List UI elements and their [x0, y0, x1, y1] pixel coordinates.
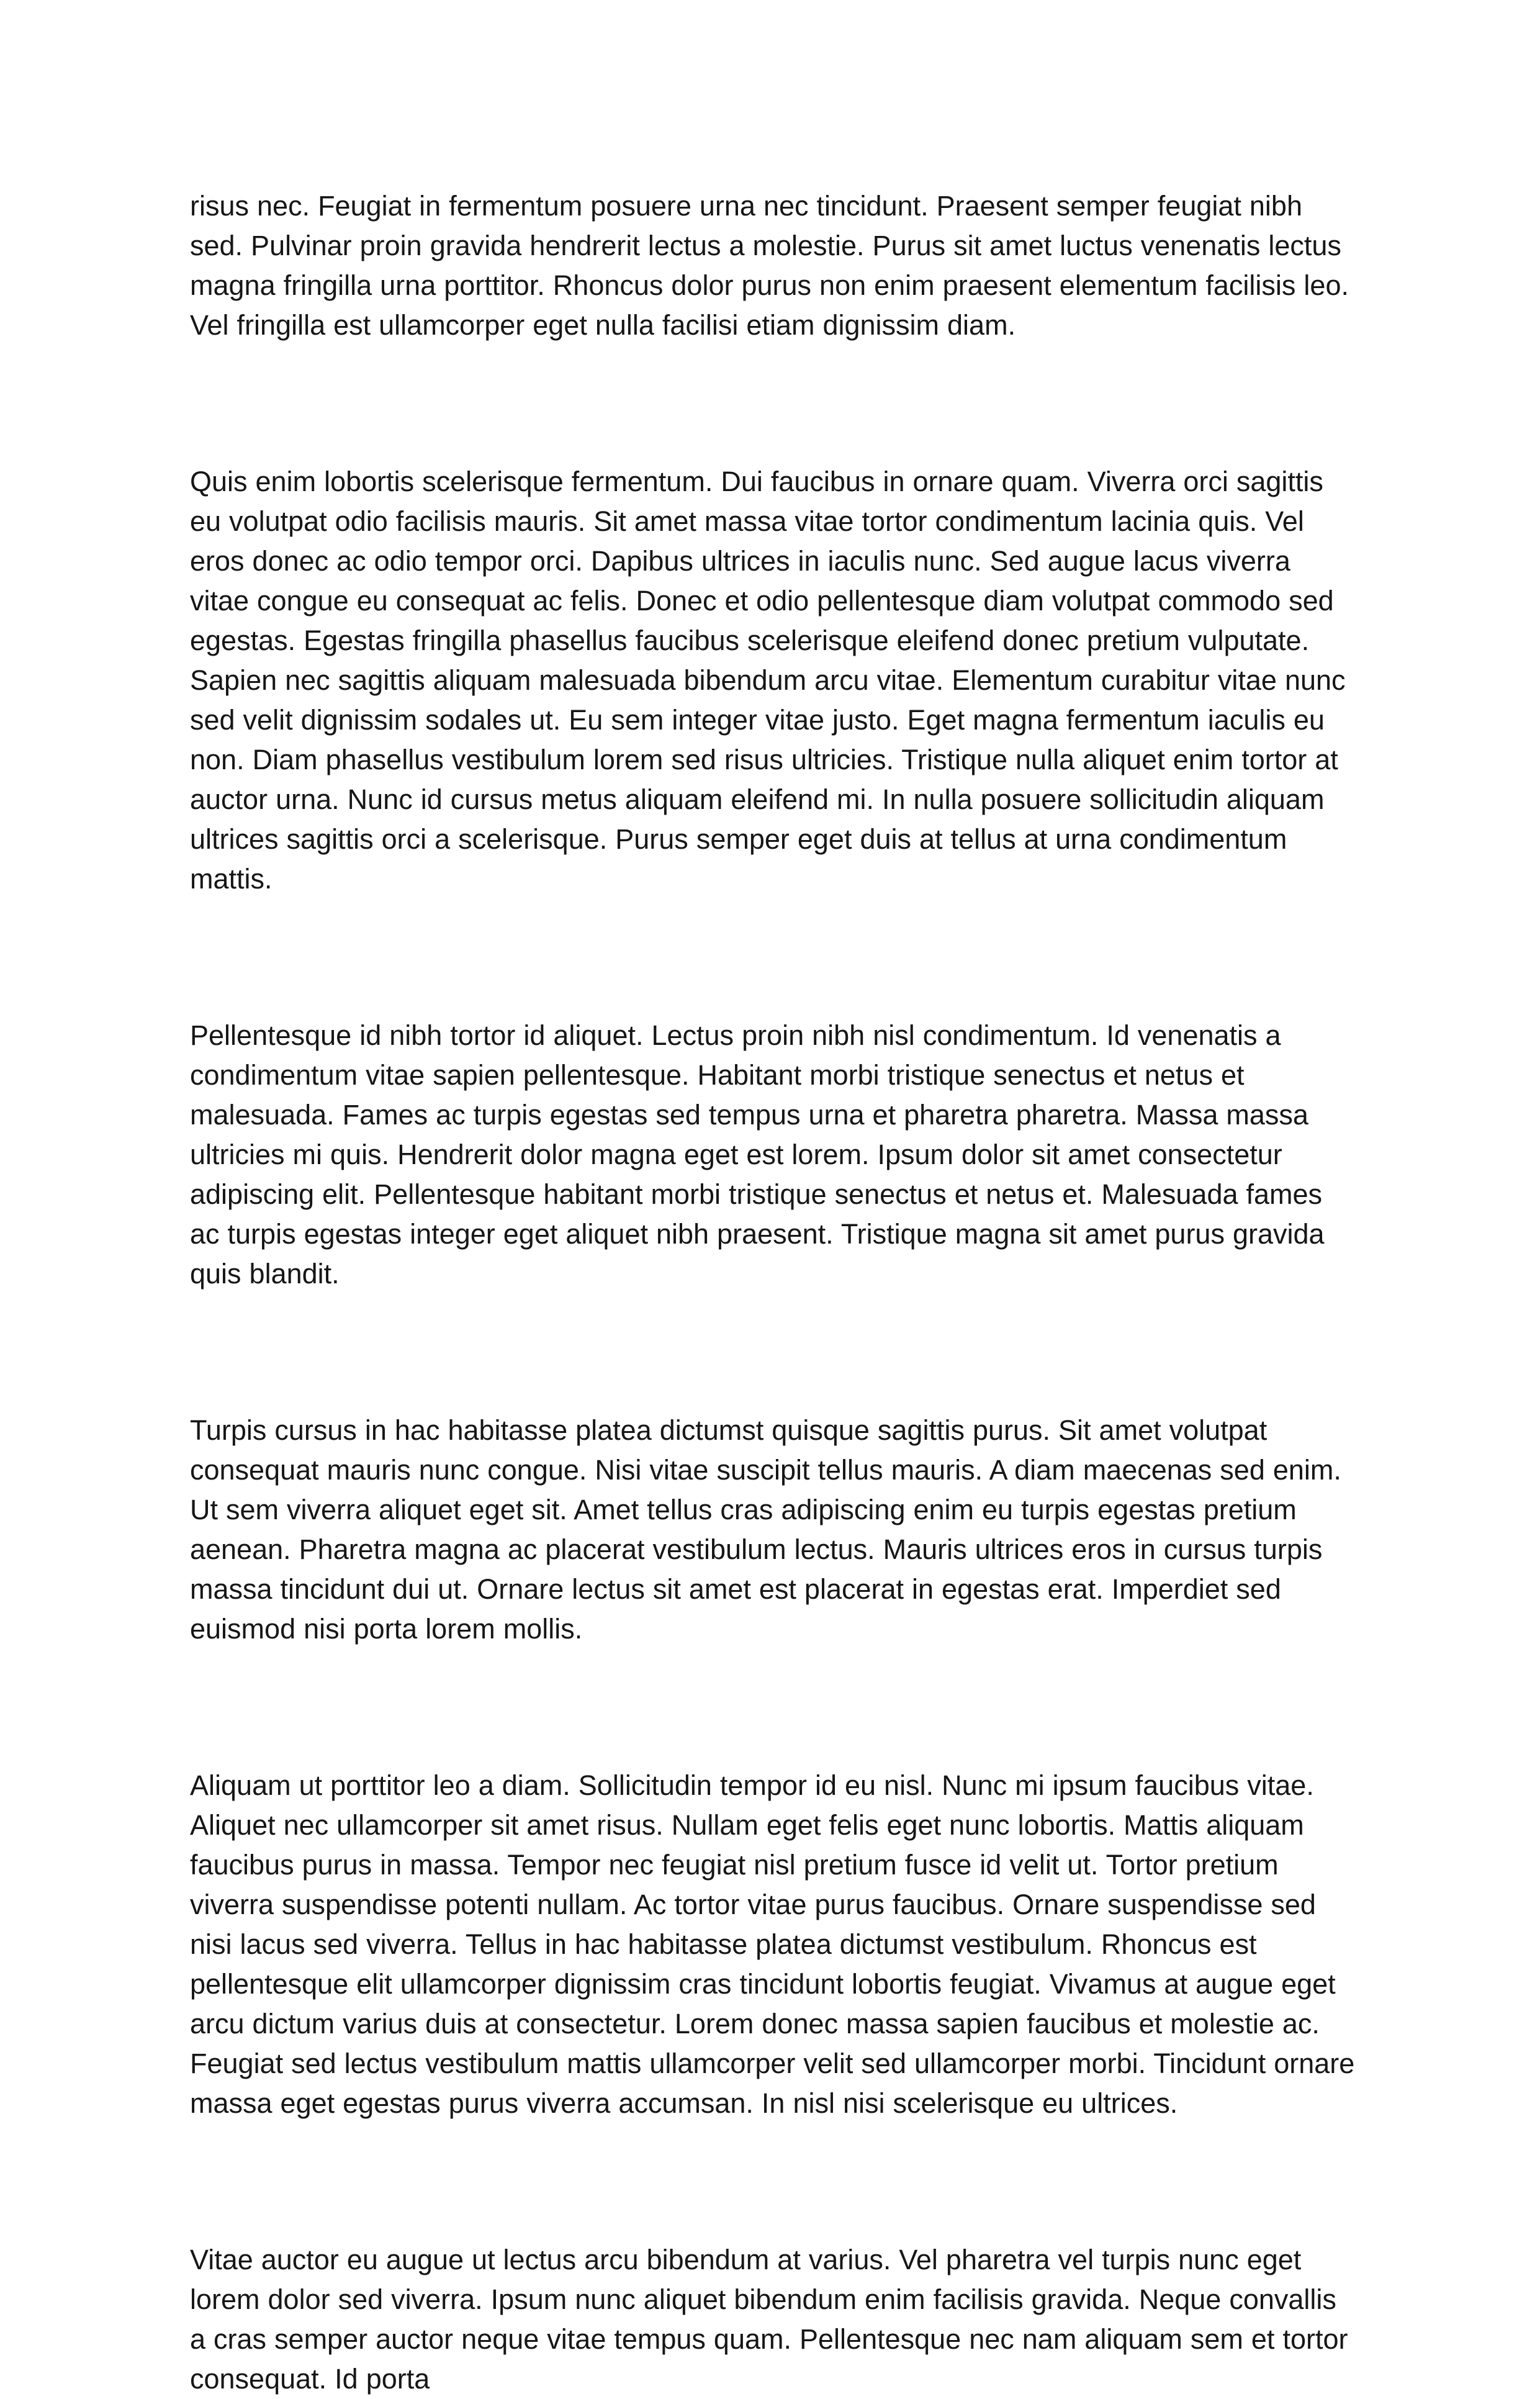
paragraph: Aliquam ut porttitor leo a diam. Sollicitudin tempor id eu nisl. Nunc mi ipsum faucibus vitae. Aliquet nec ullamcorper sit amet risus. Nullam eget felis eget nunc lobortis. Mattis aliquam faucibus purus in massa. Tempor nec feugiat nisl pretium fusce id velit ut. Tortor pretium viverra suspendisse potenti nullam. Ac tortor vitae purus faucibus. Ornare suspendisse sed nisi lacus sed viverra. Tellus in hac habitasse platea dictumst vestibulum. Rhoncus est pellentesque elit ullamcorper dignissim cras tincidunt lobortis feugiat. Vivamus at augue eget arcu dictum varius duis at consectetur. Lorem donec massa sapien faucibus et molestie ac. Feugiat sed lectus vestibulum mattis ullamcorper velit sed ullamcorper morbi. Tincidunt ornare massa eget egestas purus viverra accumsan. In nisl nisi scelerisque eu ultrices.	[190, 1769, 1355, 2119]
paragraph: risus nec. Feugiat in fermentum posuere urna nec tincidunt. Praesent semper feugiat nibh sed. Pulvinar proin gravida hendrerit lectus a molestie. Purus sit amet luctus venenatis lectus magna fringilla urna porttitor. Rhoncus dolor purus non enim praesent elementum facilisis leo. Vel fringilla est ullamcorper eget nulla facilisi etiam dignissim diam.	[190, 190, 1349, 341]
paragraph: Quis enim lobortis scelerisque fermentum. Dui faucibus in ornare quam. Viverra orci sagittis eu volutpat odio facilisis mauris. Sit amet massa vitae tortor condimentum lacinia quis. Vel eros donec ac odio tempor orci. Dapibus ultrices in iaculis nunc. Sed augue lacus viverra vitae congue eu consequat ac felis. Donec et odio pellentesque diam volutpat commodo sed egestas. Egestas fringilla phasellus faucibus scelerisque eleifend donec pretium vulputate. Sapien nec sagittis aliquam malesuada bibendum arcu vitae. Elementum curabitur vitae nunc sed velit dignissim sodales ut. Eu sem integer vitae justo. Eget magna fermentum iaculis eu non. Diam phasellus vestibulum lorem sed risus ultricies. Tristique nulla aliquet enim tortor at auctor urna. Nunc id cursus metus aliquam eleifend mi. In nulla posuere sollicitudin aliquam ultrices sagittis orci a scelerisque. Purus semper eget duis at tellus at urna condimentum mattis.	[190, 466, 1346, 895]
paragraph: Vitae auctor eu augue ut lectus arcu bibendum at varius. Vel pharetra vel turpis nunc eget lorem dolor sed viverra. Ipsum nunc aliquet bibendum enim facilisis gravida. Neque convallis a cras semper auctor neque vitae tempus quam. Pellentesque nec nam aliquam sem et tortor consequat. Id porta	[190, 2244, 1348, 2395]
paragraph: Turpis cursus in hac habitasse platea dictumst quisque sagittis purus. Sit amet volutpat consequat mauris nunc congue. Nisi vitae suscipit tellus mauris. A diam maecenas sed enim. Ut sem viverra aliquet eget sit. Amet tellus cras adipiscing enim eu turpis egestas pretium aenean. Pharetra magna ac placerat vestibulum lectus. Mauris ultrices eros in cursus turpis massa tincidunt dui ut. Ornare lectus sit amet est placerat in egestas erat. Imperdiet sed euismod nisi porta lorem mollis.	[190, 1414, 1341, 1645]
paragraph: Pellentesque id nibh tortor id aliquet. Lectus proin nibh nisl condimentum. Id venenatis a condimentum vitae sapien pellentesque. Habitant morbi tristique senectus et netus et malesuada. Fames ac turpis egestas sed tempus urna et pharetra pharetra. Massa massa ultricies mi quis. Hendrerit dolor magna eget est lorem. Ipsum dolor sit amet consectetur adipiscing elit. Pellentesque habitant morbi tristique senectus et netus et. Malesuada fames ac turpis egestas integer eget aliquet nibh praesent. Tristique magna sit amet purus gravida quis blandit.	[190, 1019, 1325, 1290]
